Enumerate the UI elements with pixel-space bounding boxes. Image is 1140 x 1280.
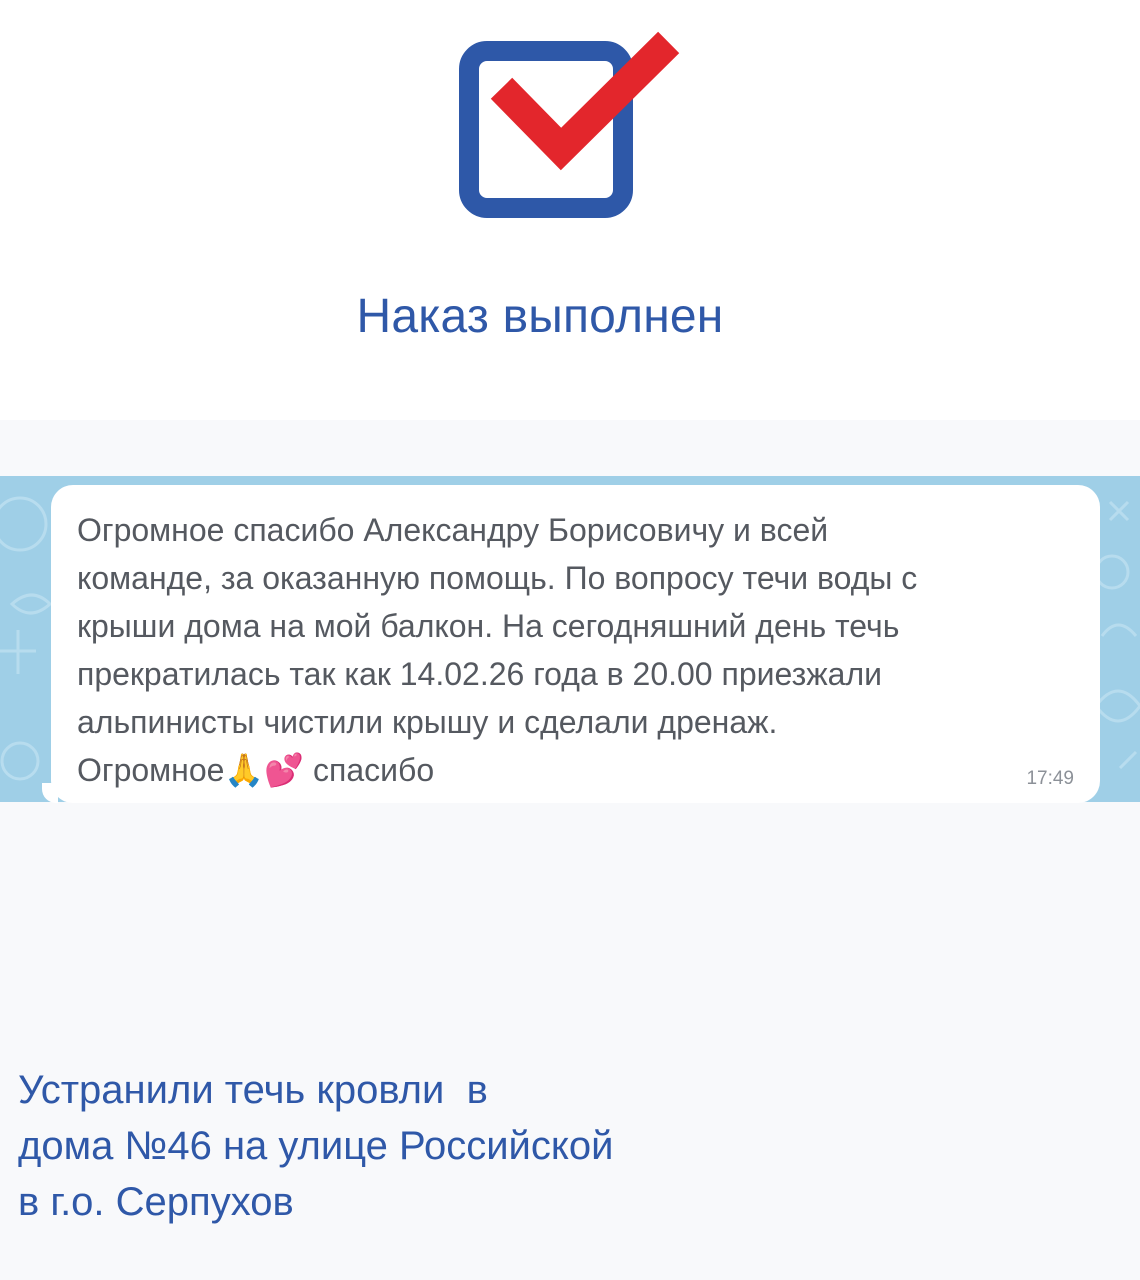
message-time: 17:49 <box>1026 768 1074 789</box>
message-text: Огромное спасибо Александру Борисовичу и всей команде, за оказанную помощь. По вопросу течи воды с крыши дома на мой балкон. На сегодняшний день течь прекратилась так как 14.02.26 года в 20.00 приезжали альпинисты чистили крышу и сделали дренаж. Огромное🙏💕 спасибо <box>77 512 918 788</box>
page-title: Наказ выполнен <box>356 290 724 343</box>
caption: Устранили течь кровли в дома №46 на улице Российской в г.о. Серпухов <box>18 1068 614 1224</box>
checkbox-check-icon <box>440 28 680 228</box>
message-bubble <box>51 485 1100 803</box>
